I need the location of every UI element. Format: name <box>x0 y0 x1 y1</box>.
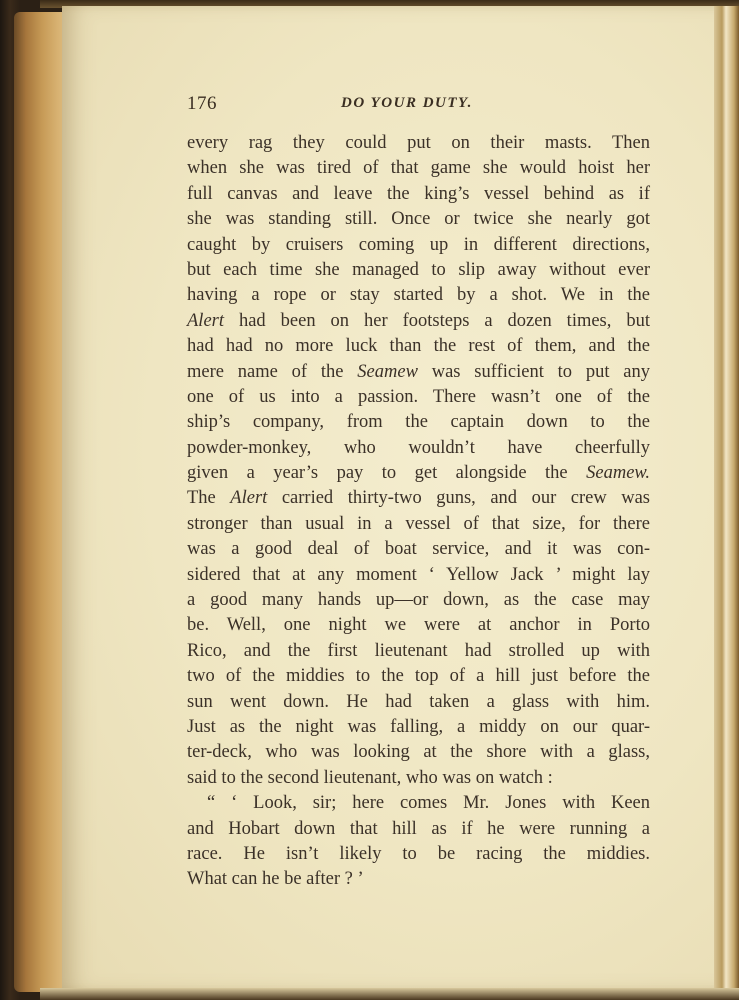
text-segment: was sufficient to put any <box>417 361 651 382</box>
text-line: had had no more luck than the rest of them, and the <box>187 336 650 357</box>
ship-name: Seamew <box>357 361 418 382</box>
text-line: What can he be after ? ’ <box>187 869 364 890</box>
text-line: was a good deal of boat service, and it was con- <box>187 539 650 560</box>
text-line <box>187 486 650 511</box>
text-line: said to the second lieutenant, who was on watch : <box>187 767 553 788</box>
text-line: stronger than usual in a vessel of that size, for there <box>187 513 650 534</box>
text-segment: mere name of the <box>187 361 358 382</box>
text-line: and Hobart down that hill as if he were running a <box>187 818 650 839</box>
text-segment: given a year’s pay to get alongside the <box>187 463 587 484</box>
bottom-edge <box>40 988 739 1000</box>
text-line: one of us into a passion. There wasn’t one of the <box>187 386 650 407</box>
text-line: be. Well, one night we were at anchor in Porto <box>187 615 650 636</box>
text-line: sun went down. He had taken a glass with him. <box>187 691 650 712</box>
text-line: race. He isn’t likely to be racing the middies. <box>187 843 650 864</box>
text-line: when she was tired of that game she would hoist her <box>187 158 650 179</box>
text-line <box>187 360 650 385</box>
text-segment: carried thirty-two guns, and our crew was <box>267 488 650 509</box>
running-head: DO YOUR DUTY. <box>341 95 473 111</box>
text-line: caught by cruisers coming up in different directions, <box>187 234 650 255</box>
page-header <box>187 91 650 121</box>
text-line: but each time she managed to slip away without ever <box>187 259 650 280</box>
text-line: a good many hands up—or down, as the case may <box>187 590 650 611</box>
text-line: ship’s company, from the captain down to the <box>187 412 650 433</box>
text-line: Rico, and the first lieutenant had strolled up with <box>187 640 650 661</box>
text-line <box>187 309 650 334</box>
body-text <box>187 131 650 893</box>
text-line: “ ‘ Look, sir; here comes Mr. Jones with Keen <box>207 793 650 814</box>
text-line: Just as the night was falling, a middy on our quar- <box>187 716 650 737</box>
text-line: powder-monkey, who wouldn’t have cheerfully <box>187 437 650 458</box>
text-line: she was standing still. Once or twice she nearly got <box>187 209 650 230</box>
text-line: ter-deck, who was looking at the shore with a glass, <box>187 742 650 763</box>
ship-name: Seamew. <box>586 463 650 484</box>
page-number: 176 <box>187 93 217 114</box>
text-segment: had been on her footsteps a dozen times, but <box>224 310 650 331</box>
text-line: every rag they could put on their masts. Then <box>187 133 650 153</box>
text-line <box>187 461 650 486</box>
page-edge <box>714 6 739 990</box>
ship-name: Alert <box>187 310 224 331</box>
ship-name: Alert <box>230 488 268 509</box>
text-segment: The <box>187 488 231 509</box>
text-line: sidered that at any moment ‘ Yellow Jack ’ might lay <box>187 564 650 585</box>
text-line: full canvas and leave the king’s vessel behind as if <box>187 183 650 204</box>
text-line: two of the middies to the top of a hill just before the <box>187 666 650 687</box>
text-line: having a rope or stay started by a shot. We in the <box>187 285 650 306</box>
